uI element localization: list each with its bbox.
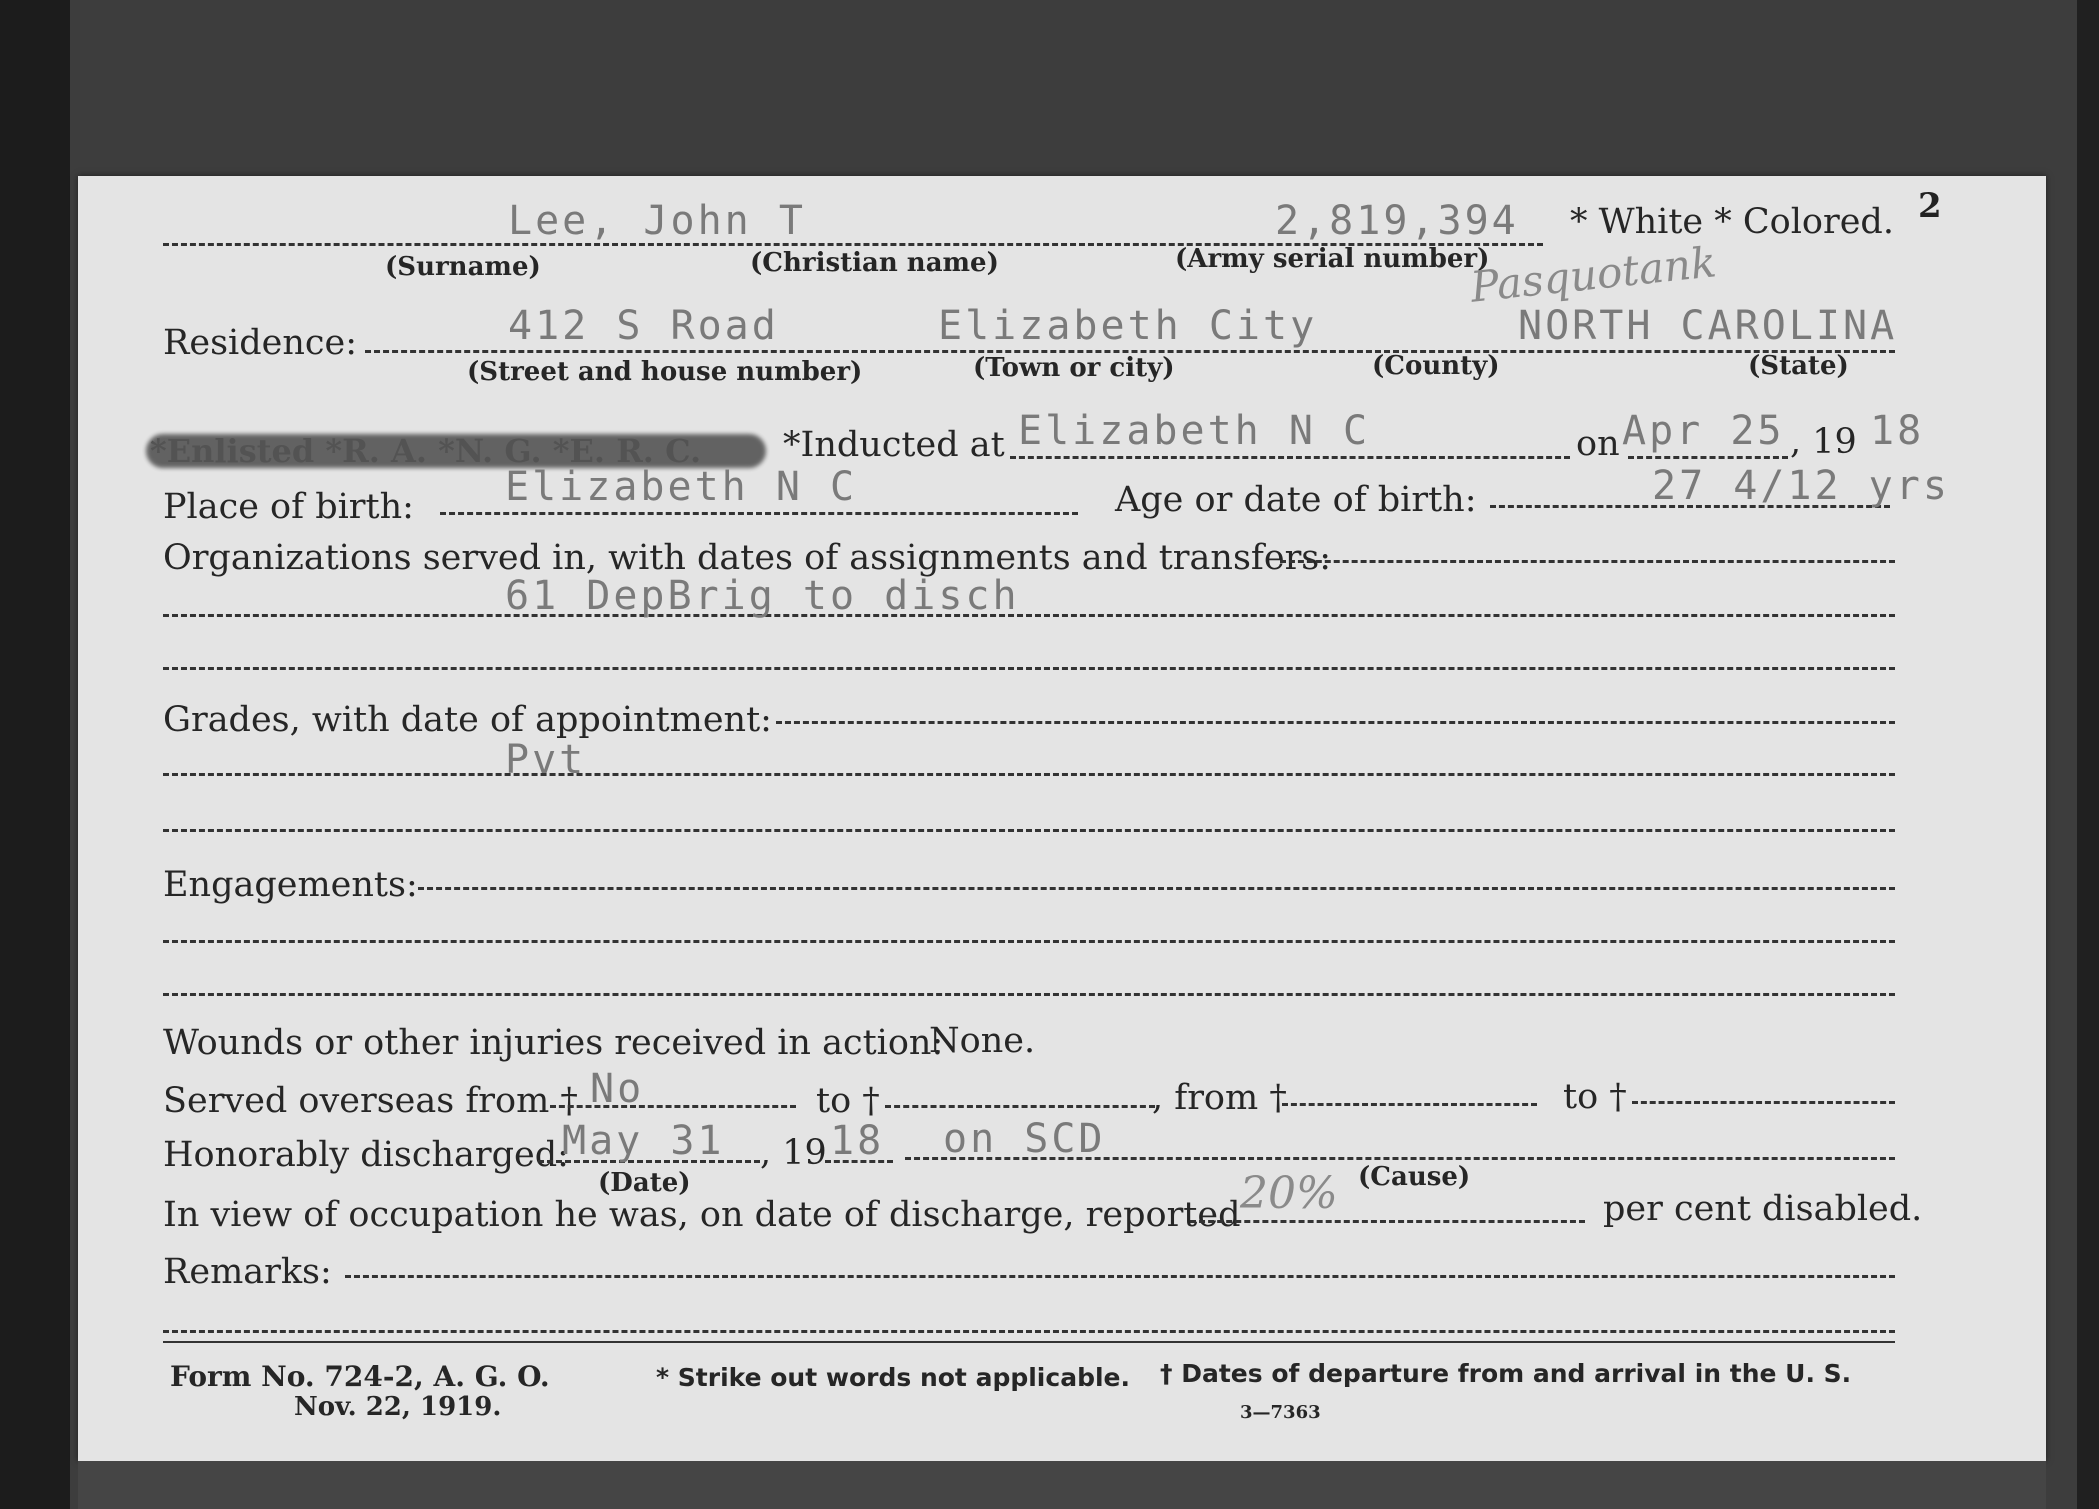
induction-date: Apr 25 [1622,408,1785,454]
overseas-label: Served overseas from † [163,1081,578,1121]
county-handwritten: Pasquotank [1468,237,1719,312]
disability-line [1190,1220,1585,1223]
scan-border-right [2077,0,2099,1509]
organizations-value: 61 DepBrig to disch [505,573,1020,619]
inducted-place: Elizabeth N C [1018,408,1371,454]
discharge-date: May 31 [562,1118,725,1164]
inducted-line [1010,456,1570,459]
grades-line-3 [163,829,1895,832]
overseas-from-value: No [590,1066,645,1112]
footer-rule [163,1341,1895,1343]
caption-state: (State) [1748,351,1849,381]
birthplace-label: Place of birth: [163,487,414,527]
inducted-label: *Inducted at [783,425,1005,465]
serial-value: 2,819,394 [1275,198,1519,244]
discharge-label: Honorably discharged: [163,1135,569,1175]
scan-border-left [0,0,70,1509]
induction-date-line [1628,456,1788,459]
organizations-line-2 [163,614,1895,617]
organizations-line-3 [163,667,1895,670]
strike-note: * Strike out words not applicable. [656,1363,1130,1392]
page-number: 2 [1918,186,1942,226]
engagements-line-3 [163,993,1895,996]
form-date: Nov. 22, 1919. [294,1392,502,1422]
engagements-label: Engagements: [163,865,418,905]
induction-year-prefix: , 19 [1790,422,1857,462]
remarks-line-2 [163,1330,1895,1333]
on-label: on [1576,424,1620,464]
wounds-label: Wounds or other injuries received in action: [163,1023,944,1063]
disability-suffix: per cent disabled. [1603,1189,1923,1229]
wounds-value: None. [929,1021,1036,1061]
discharge-year-prefix: , 19 [760,1133,827,1173]
overseas-to-label: to † [816,1081,880,1121]
surname-value: Lee, John T [508,198,806,244]
engagements-line-2 [163,940,1895,943]
caption-town: (Town or city) [973,353,1175,383]
state-value: NORTH CAROLINA [1518,303,1898,349]
grades-line-1 [776,721,1895,724]
strikeout-mark [146,434,766,468]
residence-label: Residence: [163,323,357,363]
race-label: * White * Colored. [1570,202,1894,242]
caption-street: (Street and house number) [467,357,863,387]
overseas-from2-line [1282,1103,1537,1106]
caption-cause: (Cause) [1358,1162,1471,1192]
overseas-to-line [885,1105,1155,1108]
print-code: 3—7363 [1240,1402,1321,1423]
discharge-year-suffix: 18 [830,1118,885,1164]
caption-date: (Date) [598,1168,691,1198]
grades-label: Grades, with date of appointment: [163,700,772,740]
overseas-from2-label: , from † [1152,1078,1287,1118]
town-value: Elizabeth City [938,303,1318,349]
disability-label: In view of occupation he was, on date of discharge, reported [163,1195,1241,1235]
birthplace-line [440,512,1078,515]
caption-christian: (Christian name) [750,248,999,278]
caption-surname: (Surname) [385,252,541,282]
remarks-line-1 [345,1275,1895,1278]
remarks-label: Remarks: [163,1252,332,1292]
street-value: 412 S Road [508,303,779,349]
overseas-from-line [550,1105,796,1108]
grades-line-2 [163,773,1895,776]
overseas-to2-label: to † [1563,1077,1627,1117]
dates-note: † Dates of departure from and arrival in the U. S. [1160,1359,1852,1388]
induction-year-suffix: 18 [1870,408,1925,454]
overseas-to2-line [1632,1101,1895,1104]
discharge-cause: on SCD [943,1116,1106,1162]
birthplace-value: Elizabeth N C [505,464,858,510]
age-value: 27 4/12 yrs [1652,463,1950,509]
organizations-line-1 [1280,560,1895,563]
caption-serial: (Army serial number) [1175,244,1490,274]
disability-value: 20% [1240,1168,1338,1219]
caption-county: (County) [1372,351,1500,381]
age-label: Age or date of birth: [1115,480,1477,520]
form-number: Form No. 724-2, A. G. O. [170,1360,550,1393]
engagements-line-1 [418,887,1895,890]
organizations-label: Organizations served in, with dates of assignments and transfers: [163,538,1332,578]
scan-border-bottom [78,1461,2046,1509]
grades-value: Pvt [505,737,587,783]
